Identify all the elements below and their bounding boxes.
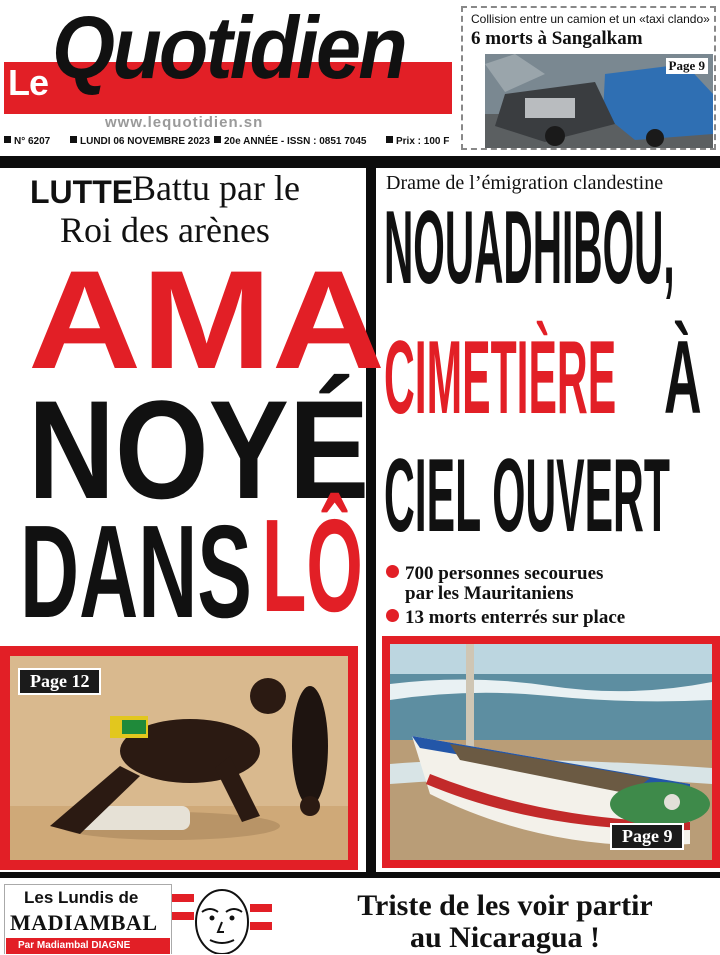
teaser-headline: 6 morts à Sangalkam — [471, 28, 643, 49]
column-name: MADIAMBAL — [10, 910, 158, 935]
bullet-item — [386, 608, 625, 628]
left-kicker-line1: Battu par le — [132, 168, 300, 208]
bottom-headline-line2: au Nicaragua ! — [410, 921, 600, 955]
column-title: Les Lundis de — [24, 888, 139, 907]
columnist-portrait — [172, 884, 272, 954]
issue-issn: 20e ANNÉE - ISSN : 0851 7045 — [224, 136, 367, 147]
logo-le: Le — [8, 62, 49, 103]
headline-text: NOYÉ — [28, 371, 370, 528]
right-kicker: Drame de l’émigration clandestine — [386, 172, 664, 194]
headline-text: AMA — [28, 241, 386, 398]
bottom-headline[interactable] — [290, 890, 720, 955]
issue-number: N° 6207 — [14, 136, 51, 147]
square-bullet-icon — [4, 136, 11, 143]
headline-text: CIMETIÈRE — [384, 320, 617, 436]
left-photo-page-ref: Page 12 — [18, 668, 101, 695]
right-headline-nouadhibou — [384, 190, 720, 306]
left-headline-ama — [28, 241, 386, 398]
red-dot-icon — [386, 565, 399, 578]
issue-info-bar — [0, 134, 460, 152]
right-headline-ciel-ouvert — [384, 438, 720, 554]
column-author: Par Madiambal DIAGNE — [6, 938, 170, 954]
bottom-headline-line1: Triste de les voir partir — [357, 889, 653, 922]
red-dot-icon — [386, 609, 399, 622]
masthead — [0, 0, 720, 160]
website-url: www.lequotidien.sn — [105, 114, 264, 131]
masthead-rule — [0, 156, 720, 168]
logo-wordmark: Quotidien — [52, 0, 405, 97]
teaser-page-ref: Page 9 — [666, 58, 708, 74]
columnist-caricature — [172, 884, 272, 954]
headline-text: DANS — [20, 498, 252, 645]
headline-text: LÔ — [262, 492, 363, 639]
bullet-text: 13 morts enterrés sur place — [405, 607, 626, 628]
teaser-kicker: Collision entre un camion et un «taxi clando» — [471, 12, 710, 26]
teaser-box[interactable] — [461, 6, 716, 150]
square-bullet-icon — [70, 136, 77, 143]
headline-text: CIEL OUVERT — [384, 438, 670, 554]
bullet-text: 700 personnes secourues — [405, 563, 604, 584]
headline-text: NOUADHIBOU, — [384, 190, 675, 306]
bullet-text-cont: par les Mauritaniens — [405, 582, 574, 604]
section-tag-lutte: LUTTE — [30, 174, 134, 210]
headline-text: À — [664, 320, 702, 436]
right-photo-page-ref: Page 9 — [610, 823, 684, 850]
issue-price: Prix : 100 F — [396, 136, 450, 147]
square-bullet-icon — [214, 136, 221, 143]
issue-date: LUNDI 06 NOVEMBRE 2023 — [80, 136, 211, 147]
right-headline-a — [664, 320, 720, 436]
left-kicker-line2: Roi des arènes — [60, 210, 270, 250]
square-bullet-icon — [386, 136, 393, 143]
bullet-item — [386, 564, 603, 604]
